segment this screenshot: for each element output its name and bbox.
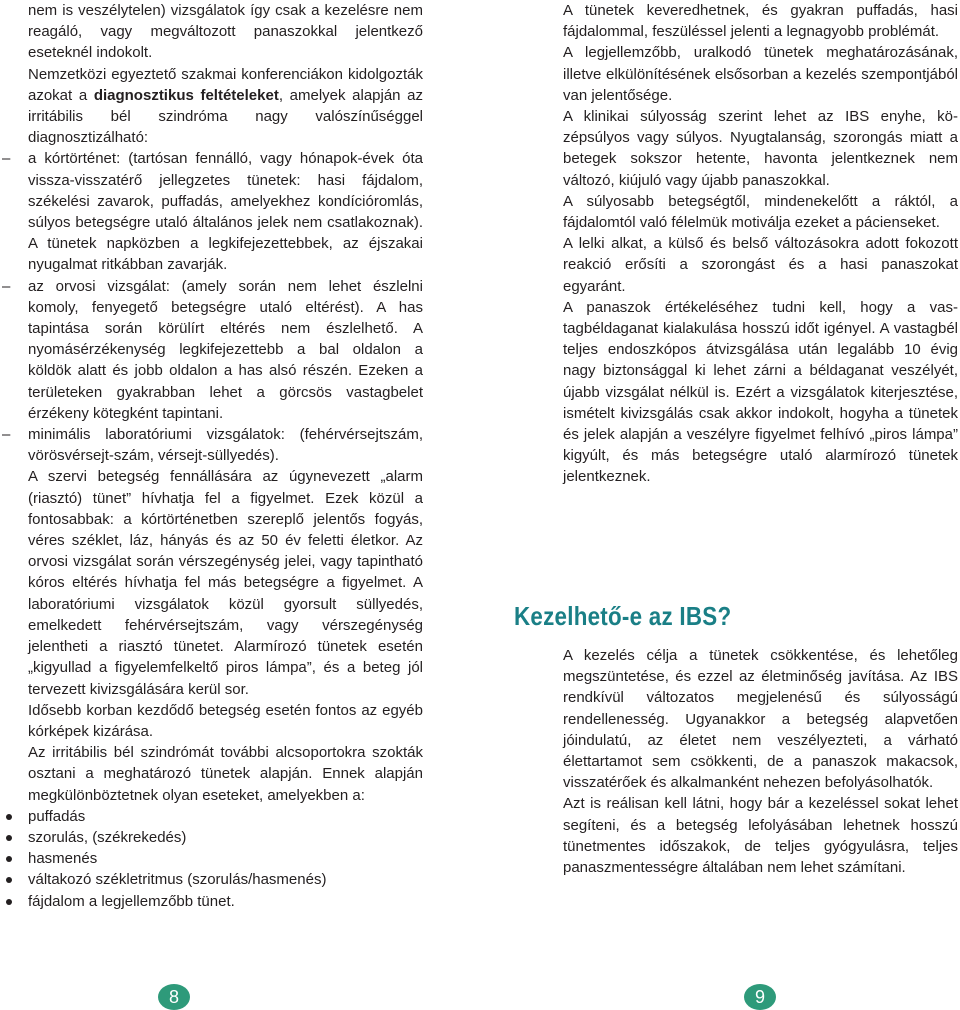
list-item: szorulás, (székrekedés) (28, 827, 423, 848)
paragraph: A lelki alkat, a külső és belső változásokra adott fokozott reakció erősíti a szorongást és a hasi panaszokat egyaránt. (563, 235, 958, 295)
paragraph: A kezelés célja a tünetek csökkentése, és lehetőleg megszüntetése, és ezzel az életminőség javítása. Az IBS rendkívül változatos megjelenésű és súlyosságú rendellenesség. Ugyanakkor a betegség alapvetően jóindulatú, az életet nem veszélyezteti, a várható élettartamot sem csökkenti, de a panaszok makacsok, visszatérőek és alkalmanként nehezen befolyásolhatók. (563, 647, 958, 792)
page-number-left: 8 (158, 984, 190, 1010)
bullet-list (28, 806, 423, 912)
paragraph (28, 64, 423, 149)
paragraph: Az irritábilis bél szindrómát további alcsoportokra szokták osztani a meghatározó tünetek alapján. Ennek alapján megkülönböztetnek olyan eseteket, amelyekben a: (28, 744, 423, 804)
paragraph: A tünetek keveredhetnek, és gyakran puffadás, hasi fájdalommal, feszüléssel jelenti a legnagyobb problémát. (563, 2, 958, 41)
paragraph: A legjellemzőbb, uralkodó tünetek meghatározásának, illetve elkülönítésének elsősorban a kezelés szempontjából van jelentősége. (563, 44, 958, 104)
paragraph: A szervi betegség fennállására az úgynevezett „alarm (riasztó) tünet” hívhatja fel a figyelmet. Ezek közül a fontosabbak: a kórtörténetben szereplő jelentős fogyás, véres széklet, láz, hányás és az 50 év feletti életkor. Az orvosi vizsgálat során vérszegénység jelei, vagy tapintható kóros eltérés hívhatja fel más betegségre a figyelmet. A laboratóriumi vizsgálatok közül gyorsult süllyedés, emelkedett fehérvérsejtszám, vagy vérszegénység jelentheti a riasztó tünetet. Alarmírozó tünetek esetén „kigyullad a figyelemfelkeltő piros lámpa”, és a beteg jól tervezett kivizsgálására kerül sor. (28, 468, 423, 698)
paragraph: Azt is reálisan kell látni, hogy bár a kezeléssel sokat lehet segíteni, és a betegség lefolyásában lehetnek hosszú tünetmentes időszakok, de teljes gyógyulásra, teljes panaszmentességre általában nem lehet számítani. (563, 795, 958, 877)
paragraph: A panaszok értékeléséhez tudni kell, hogy a vastagbéldaganat kialakulása hosszú időt igényel. A vastagbél teljes endoszkópos átvizsgálása után legalább 10 évig nagy biztonsággal ki lehet zárni a béldaganat veszélyét, újabb vizsgálat nélkül is. Ezért a vizsgálatok kiterjesztése, ismételt kivizsgálás csak akkor indokolt, hogyha a tünetek és jelek alapján a veszélyre figyelmet felhívó „piros lámpa” kigyúlt, és más betegségre utaló alarmírozó tünetek jelentkeznek. (563, 298, 958, 486)
list-item: hasmenés (28, 848, 423, 869)
paragraph: Idősebb korban kezdődő betegség esetén fontos az egyéb kórképek kizárása. (28, 701, 423, 740)
dash-list-item: – minimális laboratóriumi vizsgálatok: (fehérvérsejtszám, vörösvérsejt-szám, vérsejt-süllyedés). (28, 424, 423, 466)
bold-term: diagnosztikus feltételeket (93, 86, 279, 104)
text: , amelyek alapján az irritábilis bél szindróma nagy valószínűséggel diagnosztizálható: (28, 86, 423, 147)
right-column-lower (563, 645, 958, 878)
dash-list-item: – az orvosi vizsgálat: (amely során nem lehet észlelni komoly, fenyegető betegségre utaló eltérést). A has tapintása során körülírt eltérés nem észlelhető. A nyomásérzékenység legkifejezettebb a bal oldalon a köldök alatt és jobb oldalon a has alsó részén. Ezeken a területeken gyakrabban lehet a görcsös vastagbelet érzékeny kötegként tapintani. (28, 276, 423, 424)
text: Nemzetközi egyeztető szakmai konferenciákon kidolgozták azokat a (28, 65, 423, 104)
list-item: fájdalom a legjellemzőbb tünet. (28, 891, 423, 912)
list-item: puffadás (28, 806, 423, 827)
right-column (563, 0, 958, 488)
dash-list-item: – a kórtörténet: (tartósan fennálló, vagy hónapok-évek óta vissza-visszatérő jellegzetes tünetek: hasi fájdalom, székelési zavarok, puffadás, amelyekhez kondícióromlás, súlyos betegségre utaló általános jelek nem csatlakoznak). A tünetek napközben a legkifejezettebbek, az éjszakai nyugalmat ritkábban zavarják. (28, 148, 423, 275)
page-number-right: 9 (744, 984, 776, 1010)
paragraph: A súlyosabb betegségtől, mindenekelőtt a ráktól, a fájdalomtól való félelmük motiválja ezeket a pácienseket. (563, 192, 958, 232)
left-column (28, 0, 423, 912)
paragraph: A klinikai súlyosság szerint lehet az IBS enyhe, középsúlyos vagy súlyos. Nyugtalanság, szorongás miatt a betegek sokszor hetente, havonta jelentkeznek nem változó, kiújuló vagy újabb panaszokkal. (563, 108, 958, 189)
list-item: váltakozó székletritmus (szorulás/hasmenés) (28, 869, 423, 890)
paragraph: nem is veszélytelen) vizsgálatok így csak a kezelésre nem reagáló, vagy megváltozott panaszokkal jelentkező eseteknél indokolt. (28, 2, 423, 62)
section-heading: Kezelhető-e az IBS? (514, 601, 732, 631)
